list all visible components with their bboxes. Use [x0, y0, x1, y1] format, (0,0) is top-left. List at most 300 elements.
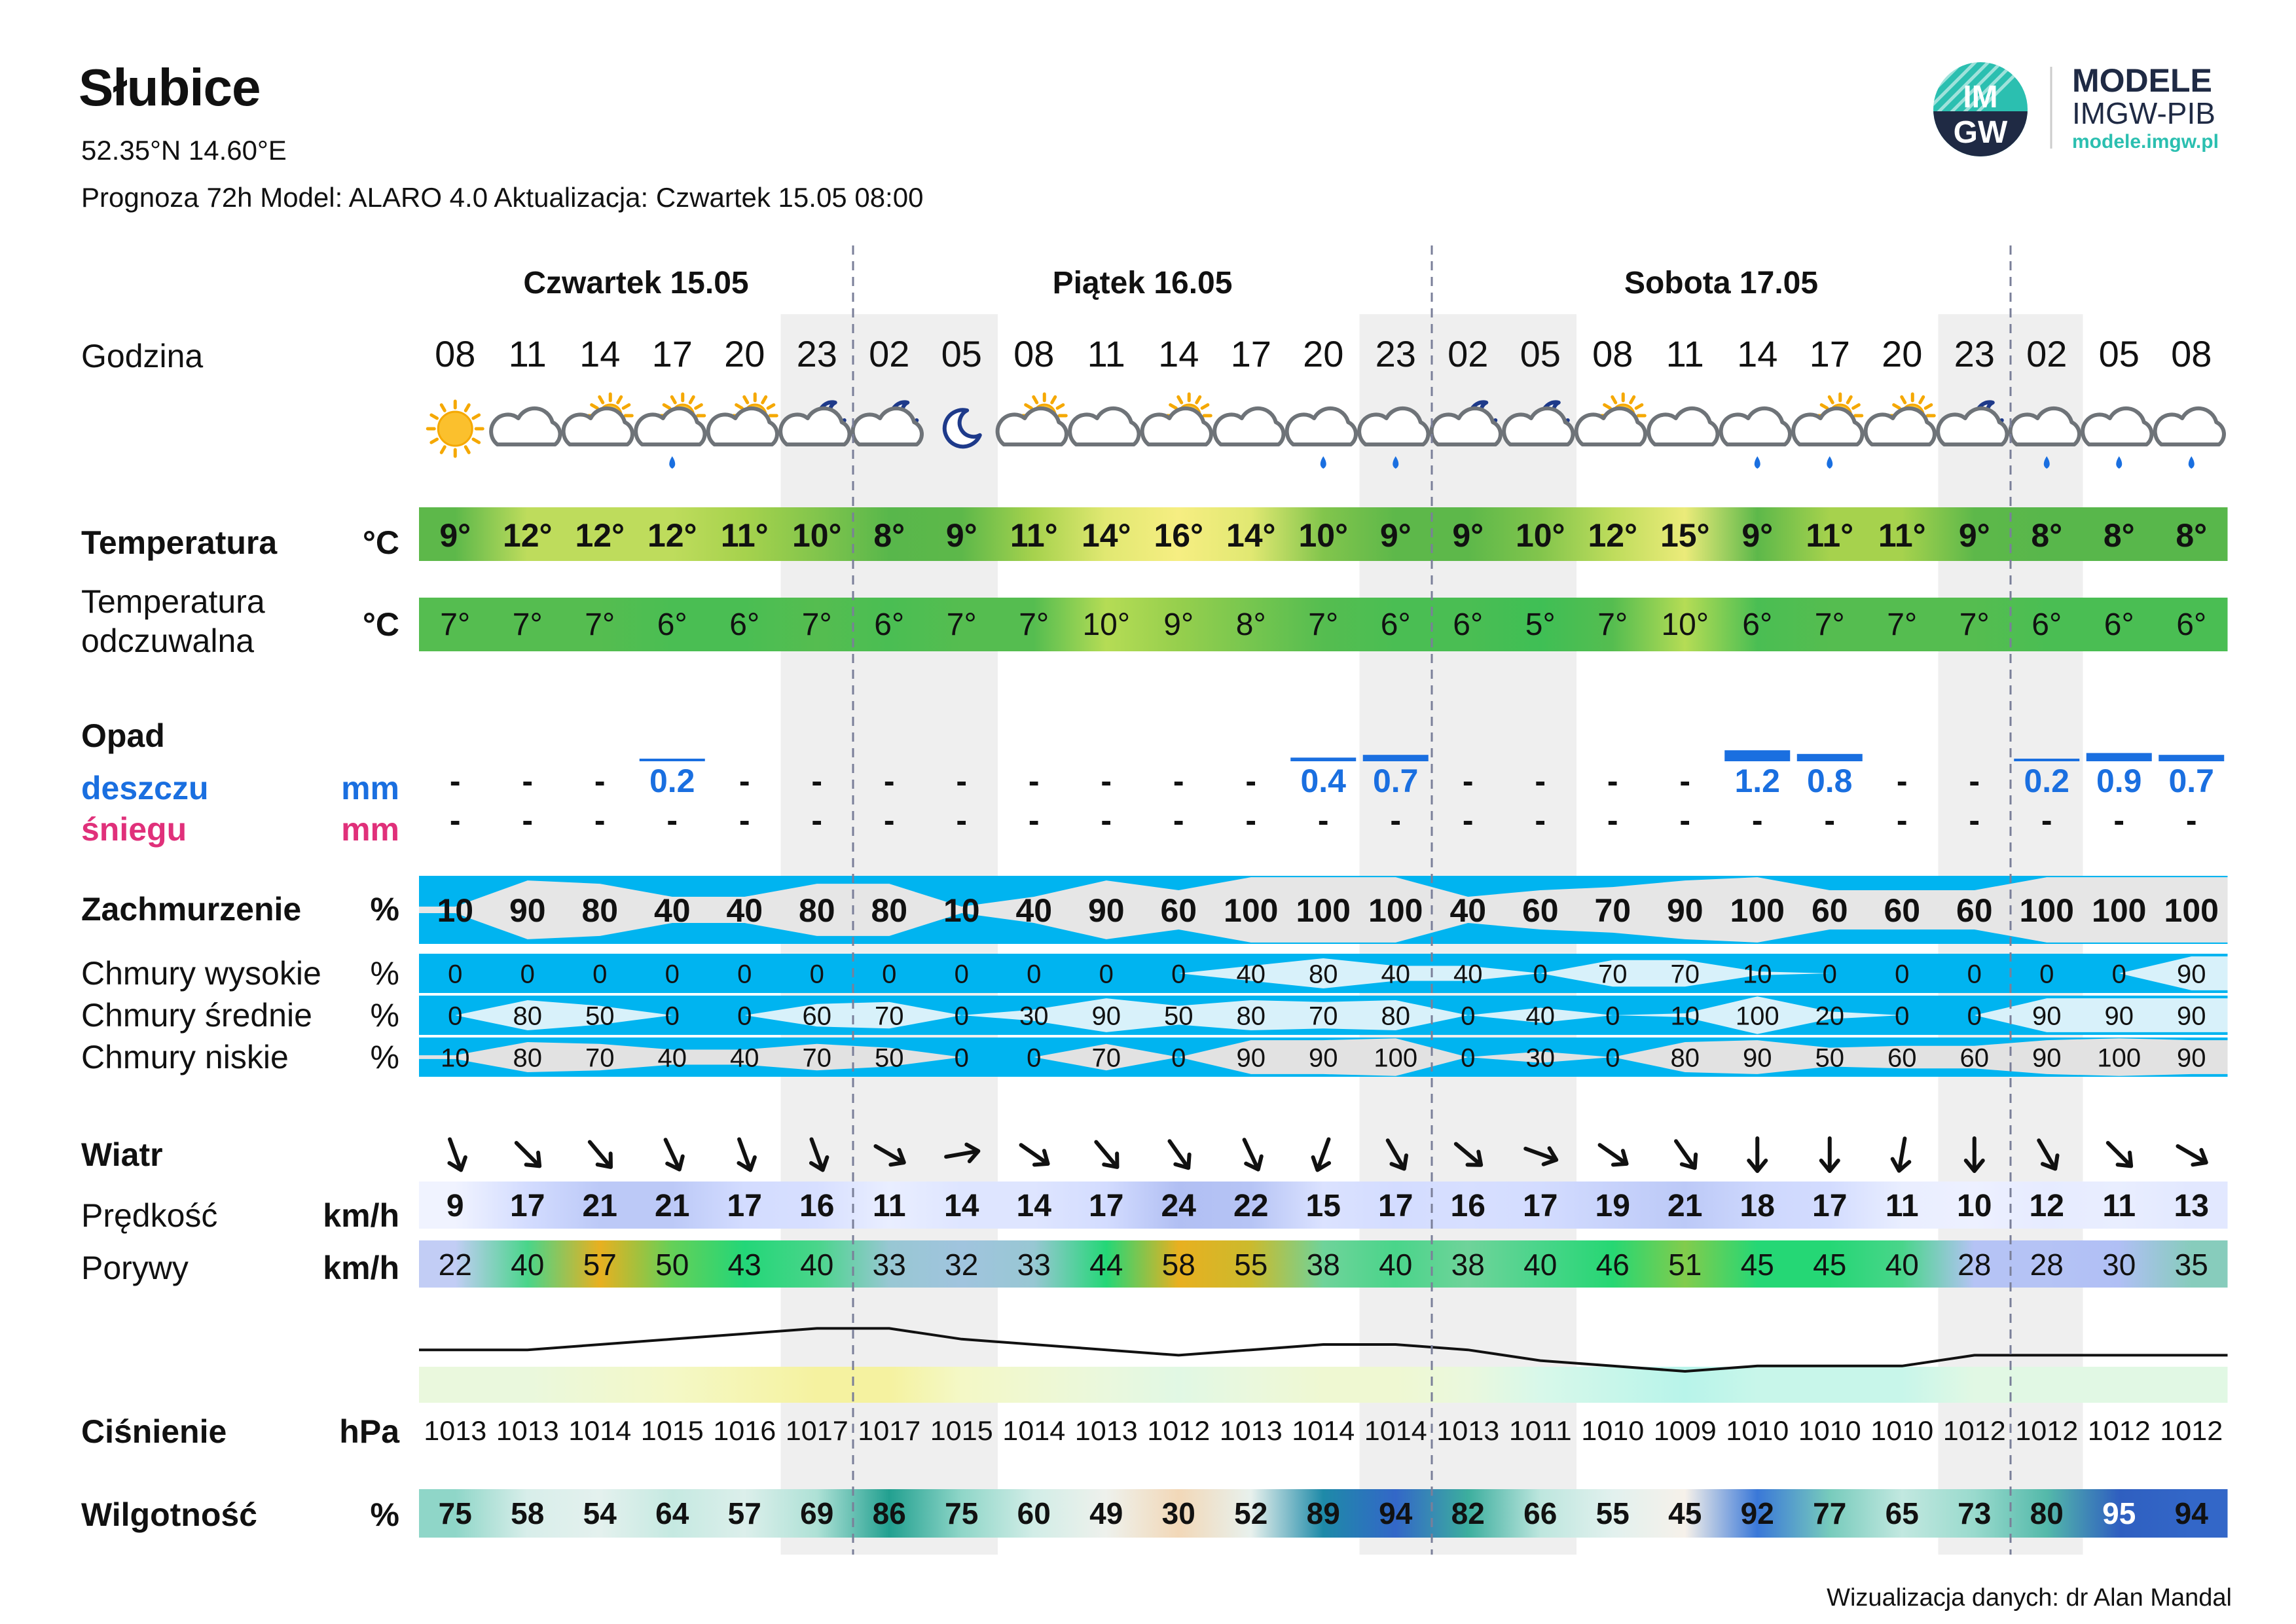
cloud-total-unit: %	[370, 891, 399, 928]
humidity-value: 77	[1813, 1496, 1847, 1530]
feels-like-value: 5°	[1525, 607, 1556, 642]
wind-speed-value: 21	[655, 1189, 690, 1223]
humidity-value: 49	[1089, 1496, 1123, 1530]
rain-value: -	[522, 763, 534, 799]
cloud-high-value: 0	[1171, 960, 1186, 989]
wind-arrow-icon	[1595, 1138, 1631, 1171]
cloud-high-value: 0	[2111, 960, 2126, 989]
pressure-value: 1013	[496, 1415, 559, 1446]
temperature-value: 14°	[1226, 517, 1276, 554]
cloud-mid-value: 0	[1605, 1001, 1620, 1031]
gusts-unit: km/h	[323, 1250, 399, 1286]
snow-value: -	[2113, 802, 2125, 839]
wind-speed-value: 18	[1740, 1189, 1775, 1223]
cloud-high-unit: %	[370, 955, 399, 992]
temperature-value: 9°	[439, 517, 471, 554]
cloud-icon	[1649, 408, 1717, 444]
cloud-mid-value: 30	[1019, 1001, 1049, 1031]
feels-like-value: 6°	[874, 607, 905, 642]
pressure-value: 1014	[1364, 1415, 1427, 1446]
pressure-value: 1013	[1436, 1415, 1500, 1446]
gusts-value: 38	[1451, 1248, 1485, 1282]
hour-cell: 23	[1954, 333, 1995, 374]
cloud-mid-value: 90	[2104, 1001, 2134, 1031]
rain-bar	[1724, 750, 1790, 761]
snow-value: -	[1679, 802, 1691, 839]
humidity-value: 45	[1668, 1496, 1702, 1530]
cloud-rain-icon	[1721, 408, 1790, 469]
snow-value: -	[594, 802, 606, 839]
cloud-mid-value: 40	[1525, 1001, 1555, 1031]
feels-like-value: 7°	[1597, 607, 1628, 642]
cloud-low-value: 100	[1374, 1043, 1418, 1073]
wind-arrow-icon	[511, 1137, 546, 1172]
cloud-total-value: 80	[798, 892, 835, 929]
cloud-mid-value: 20	[1815, 1001, 1844, 1031]
cloud-high-value: 70	[1670, 960, 1700, 989]
gusts-value: 40	[800, 1248, 834, 1282]
rain-value: -	[738, 763, 750, 799]
cloud-low-value: 40	[657, 1043, 687, 1073]
temperature-value: 9°	[1958, 517, 1990, 554]
feels-like-value: 7°	[512, 607, 543, 642]
cloud-mid-unit: %	[370, 997, 399, 1034]
wind-speed-value: 16	[799, 1189, 835, 1223]
feels-like-value: 9°	[1163, 607, 1194, 642]
wind-arrow-icon	[731, 1136, 759, 1173]
temperature-value: 9°	[945, 517, 977, 554]
wind-speed-value: 10	[1957, 1189, 1992, 1223]
wind-speed-value: 17	[1812, 1189, 1848, 1223]
temperature-value: 8°	[2031, 517, 2063, 554]
pressure-value: 1012	[2160, 1415, 2223, 1446]
wind-speed-value: 15	[1305, 1189, 1341, 1223]
cloud-low-value: 70	[585, 1043, 615, 1073]
humidity-value: 92	[1740, 1496, 1774, 1530]
hour-cell: 20	[1882, 333, 1923, 374]
humidity-value: 54	[583, 1496, 617, 1530]
gusts-value: 50	[655, 1248, 689, 1282]
footer-credit: Wizualizacja danych: dr Alan Mandal	[1827, 1584, 2232, 1612]
wind-speed-value: 14	[944, 1189, 979, 1223]
cloud-sun-icon	[564, 394, 632, 444]
cloud-high-value: 0	[1533, 960, 1548, 989]
rain-value: -	[1173, 763, 1184, 799]
cloud-total-value: 40	[726, 892, 763, 929]
gusts-value: 22	[438, 1248, 472, 1282]
snow-value: -	[1317, 802, 1329, 839]
wind-speed-value: 16	[1450, 1189, 1485, 1223]
wind-speed-value: 21	[1667, 1189, 1703, 1223]
cloud-mid-value: 0	[1895, 1001, 1910, 1031]
pressure-value: 1013	[1074, 1415, 1138, 1446]
cloud-total-value: 60	[1884, 892, 1921, 929]
humidity-value: 86	[872, 1496, 906, 1530]
feels-like-value: 6°	[2104, 607, 2134, 642]
temperature-value: 11°	[1806, 517, 1854, 554]
humidity-value: 64	[655, 1496, 689, 1530]
cloud-total-value: 90	[509, 892, 546, 929]
humidity-value: 94	[2174, 1496, 2208, 1530]
wind-speed-value: 17	[1523, 1189, 1558, 1223]
feels-like-value: 10°	[1082, 607, 1131, 642]
hour-cell: 08	[435, 333, 476, 374]
cloud-mid-value: 50	[1164, 1001, 1194, 1031]
rain-bar	[2014, 759, 2079, 761]
hour-cell: 05	[941, 333, 982, 374]
pressure-value: 1012	[2087, 1415, 2151, 1446]
cloud-low-value: 60	[1887, 1043, 1917, 1073]
wind-speed-value: 21	[582, 1189, 617, 1223]
hour-cell: 05	[2098, 333, 2140, 374]
wind-arrow-icon	[583, 1136, 617, 1172]
cloud-sun-rain-icon	[1793, 394, 1862, 469]
cloud-mid-value: 70	[1309, 1001, 1338, 1031]
rain-value: -	[1101, 763, 1112, 799]
cloud-low-value: 70	[802, 1043, 831, 1073]
cloud-low-value: 90	[2177, 1043, 2206, 1073]
cloud-high-value: 0	[2039, 960, 2054, 989]
cloud-total-value: 100	[1224, 892, 1279, 929]
city-title: Słubice	[79, 58, 261, 117]
rain-value: 0.8	[1806, 763, 1853, 799]
cloud-icon	[1214, 408, 1283, 444]
cloud-mid-label: Chmury średnie	[81, 997, 312, 1034]
rain-bar	[640, 759, 705, 761]
cloud-high-value: 40	[1453, 960, 1483, 989]
cloud-total-value: 60	[1956, 892, 1993, 929]
feels-like-value: 6°	[1742, 607, 1773, 642]
rain-value: -	[1607, 763, 1618, 799]
temperature-value: 9°	[1452, 517, 1484, 554]
wind-speed-value: 17	[1378, 1189, 1413, 1223]
wind-speed-value: 17	[727, 1189, 762, 1223]
rain-value: 0.7	[1372, 763, 1419, 799]
rain-bar	[1797, 754, 1863, 761]
cloud-low-value: 90	[2032, 1043, 2062, 1073]
snow-value: -	[1101, 802, 1112, 839]
feels-like-value: 6°	[2032, 607, 2062, 642]
cloud-total-value: 70	[1594, 892, 1631, 929]
wind-speed-value: 17	[1089, 1189, 1124, 1223]
cloud-high-value: 0	[448, 960, 463, 989]
humidity-value: 75	[945, 1496, 979, 1530]
rain-value: -	[1245, 763, 1257, 799]
pressure-value: 1013	[1219, 1415, 1283, 1446]
snow-unit: mm	[341, 811, 399, 848]
gusts-value: 55	[1234, 1248, 1268, 1282]
cloud-total-label: Zachmurzenie	[81, 891, 302, 928]
hour-cell: 08	[1013, 333, 1055, 374]
gusts-value: 45	[1813, 1248, 1847, 1282]
snow-value: -	[1896, 802, 1908, 839]
temperature-value: 11°	[720, 517, 769, 554]
temperature-value: 15°	[1660, 517, 1710, 554]
wind-speed-value: 11	[1885, 1189, 1919, 1223]
cloud-low-value: 70	[1091, 1043, 1121, 1073]
gusts-value: 40	[511, 1248, 545, 1282]
hour-label: Godzina	[81, 338, 204, 374]
rain-value: 0.2	[2024, 763, 2070, 799]
cloud-high-value: 0	[1822, 960, 1837, 989]
cloud-total-value: 100	[1296, 892, 1351, 929]
cloud-mid-value: 0	[1967, 1001, 1982, 1031]
cloud-low-value: 50	[875, 1043, 904, 1073]
humidity-unit: %	[370, 1496, 399, 1533]
cloud-high-value: 90	[2177, 960, 2206, 989]
coordinates: 52.35°N 14.60°E	[81, 135, 287, 166]
rain-value: 0.4	[1300, 763, 1347, 799]
cloud-low-unit: %	[370, 1039, 399, 1075]
cloud-high-value: 0	[1895, 960, 1910, 989]
rain-value: 0.2	[649, 763, 695, 799]
precip-label: Opad	[81, 717, 165, 754]
logo-url[interactable]: modele.imgw.pl	[2072, 131, 2219, 153]
temperature-value: 11°	[1010, 517, 1058, 554]
cloud-high-value: 40	[1381, 960, 1410, 989]
gusts-value: 35	[2174, 1248, 2208, 1282]
snow-value: -	[2185, 802, 2197, 839]
humidity-value: 52	[1234, 1496, 1268, 1530]
day-label: Piątek 16.05	[1052, 266, 1233, 300]
hour-cell: 02	[869, 333, 910, 374]
logo-brand: MODELE	[2072, 62, 2212, 99]
feels-like-value: 6°	[1453, 607, 1484, 642]
humidity-value: 65	[1885, 1496, 1919, 1530]
wind-speed-value: 19	[1595, 1189, 1630, 1223]
hour-cell: 11	[508, 333, 547, 374]
pressure-value: 1010	[1726, 1415, 1789, 1446]
gusts-label: Porywy	[81, 1250, 189, 1286]
cloud-icon	[1070, 408, 1139, 444]
cloud-high-value: 0	[737, 960, 752, 989]
temperature-value: 12°	[502, 517, 553, 554]
gusts-value: 32	[945, 1248, 979, 1282]
rain-value: 0.7	[2168, 763, 2215, 799]
feels-like-value: 7°	[1887, 607, 1918, 642]
wind-arrow-icon	[1237, 1136, 1266, 1173]
gusts-value: 43	[727, 1248, 761, 1282]
cloud-mid-value: 60	[802, 1001, 831, 1031]
temperature-value: 16°	[1154, 517, 1204, 554]
humidity-value: 80	[2030, 1496, 2064, 1530]
cloud-total-value: 40	[653, 892, 691, 929]
temperature-value: 9°	[1379, 517, 1412, 554]
cloud-mid-value: 100	[1735, 1001, 1779, 1031]
pressure-unit: hPa	[339, 1413, 399, 1450]
cloud-mid-value: 80	[513, 1001, 542, 1031]
snow-value: -	[1245, 802, 1257, 839]
cloud-mid-value: 80	[1236, 1001, 1266, 1031]
cloud-total-value: 100	[1730, 892, 1785, 929]
cloud-total-value: 80	[871, 892, 908, 929]
cloud-high-value: 40	[1236, 960, 1266, 989]
temperature-value: 14°	[1081, 517, 1131, 554]
gusts-value: 40	[1885, 1248, 1919, 1282]
rain-value: -	[811, 763, 823, 799]
cloud-low-value: 0	[1461, 1043, 1476, 1073]
rain-label: deszczu	[81, 770, 209, 806]
rain-bar	[2159, 755, 2224, 761]
pressure-value: 1017	[858, 1415, 921, 1446]
cloud-high-value: 80	[1309, 960, 1338, 989]
temperature-label: Temperatura	[81, 524, 278, 561]
cloud-total-value: 90	[1666, 892, 1704, 929]
temperature-value: 12°	[647, 517, 697, 554]
humidity-value: 95	[2102, 1496, 2136, 1530]
wind-speed-value: 12	[2029, 1189, 2064, 1223]
snow-value: -	[1824, 802, 1836, 839]
snow-value: -	[1173, 802, 1184, 839]
gusts-value: 58	[1161, 1248, 1195, 1282]
snow-value: -	[1390, 802, 1402, 839]
cloud-mid-value: 90	[2177, 1001, 2206, 1031]
feels-like-unit: °C	[362, 606, 399, 643]
gusts-value: 44	[1089, 1248, 1123, 1282]
wind-speed-value: 13	[2174, 1189, 2209, 1223]
feels-like-value: 6°	[1380, 607, 1411, 642]
wind-speed-value: 17	[510, 1189, 545, 1223]
wind-speed-value: 11	[872, 1189, 906, 1223]
temperature-value: 10°	[792, 517, 842, 554]
humidity-value: 57	[727, 1496, 761, 1530]
cloud-mid-value: 0	[665, 1001, 680, 1031]
hour-cell: 02	[1448, 333, 1489, 374]
snow-value: -	[738, 802, 750, 839]
hour-cell: 17	[651, 333, 693, 374]
humidity-value: 60	[1017, 1496, 1051, 1530]
pressure-label: Ciśnienie	[81, 1413, 227, 1450]
humidity-value: 73	[1958, 1496, 1992, 1530]
pressure-value: 1009	[1653, 1415, 1717, 1446]
hour-cell: 05	[1520, 333, 1561, 374]
wind-label: Wiatr	[81, 1136, 163, 1173]
humidity-label: Wilgotność	[81, 1496, 257, 1533]
feels-like-value: 7°	[946, 607, 977, 642]
wind-arrow-icon	[1891, 1137, 1913, 1172]
pressure-value: 1011	[1508, 1415, 1572, 1446]
cloud-mid-value: 0	[737, 1001, 752, 1031]
cloud-high-value: 0	[1099, 960, 1114, 989]
sun-icon	[428, 401, 483, 456]
humidity-value: 89	[1306, 1496, 1340, 1530]
snow-value: -	[811, 802, 823, 839]
pressure-value: 1015	[640, 1415, 704, 1446]
cloud-low-value: 80	[513, 1043, 542, 1073]
humidity-value: 94	[1379, 1496, 1413, 1530]
rain-value: -	[1969, 763, 1980, 799]
wind-arrow-icon	[1749, 1138, 1766, 1171]
snow-value: -	[1535, 802, 1546, 839]
cloud-low-value: 50	[1815, 1043, 1844, 1073]
cloud-high-value: 0	[520, 960, 535, 989]
cloud-total-value: 100	[1368, 892, 1423, 929]
cloud-sun-icon	[1866, 394, 1935, 444]
snow-value: -	[1969, 802, 1980, 839]
cloud-sun-rain-icon	[636, 394, 704, 469]
gusts-value: 40	[1379, 1248, 1413, 1282]
cloud-total-value: 10	[943, 892, 980, 929]
temperature-value: 12°	[1588, 517, 1638, 554]
cloud-total-value: 100	[2164, 892, 2219, 929]
pressure-value: 1014	[1292, 1415, 1355, 1446]
logo-mark-top: IM	[1963, 80, 1998, 115]
feels-like-value: 6°	[657, 607, 687, 642]
cloud-total-value: 80	[581, 892, 619, 929]
hour-cell: 23	[1375, 333, 1416, 374]
pressure-value: 1014	[568, 1415, 632, 1446]
gusts-value: 28	[1958, 1248, 1992, 1282]
rain-bar	[2086, 753, 2152, 761]
feels-like-value: 10°	[1661, 607, 1709, 642]
gusts-value: 57	[583, 1248, 617, 1282]
cloud-high-value: 0	[882, 960, 897, 989]
snow-value: -	[1751, 802, 1763, 839]
pressure-value: 1013	[424, 1415, 487, 1446]
rain-unit: mm	[341, 770, 399, 806]
cloud-low-value: 90	[1309, 1043, 1338, 1073]
gusts-value: 45	[1740, 1248, 1774, 1282]
hour-cell: 08	[2171, 333, 2212, 374]
cloud-low-value: 0	[1171, 1043, 1186, 1073]
cloud-icon	[491, 408, 560, 444]
rain-value: -	[449, 763, 461, 799]
day-label: Sobota 17.05	[1624, 266, 1819, 300]
cloud-low-label: Chmury niskie	[81, 1039, 289, 1075]
cloud-mid-value: 0	[954, 1001, 969, 1031]
snow-value: -	[1607, 802, 1618, 839]
rain-value: 0.9	[2096, 763, 2142, 799]
cloud-low-value: 10	[441, 1043, 470, 1073]
feels-like-value: 7°	[1959, 607, 1990, 642]
rain-value: -	[883, 763, 895, 799]
pressure-value: 1014	[1002, 1415, 1066, 1446]
cloud-total-value: 40	[1449, 892, 1487, 929]
cloud-high-value: 0	[954, 960, 969, 989]
gusts-value: 46	[1595, 1248, 1630, 1282]
gusts-value: 33	[1017, 1248, 1051, 1282]
rain-bar	[1290, 757, 1356, 761]
cloud-high-value: 0	[592, 960, 608, 989]
hour-cell: 17	[1230, 333, 1271, 374]
snow-value: -	[883, 802, 895, 839]
cloud-total-value: 60	[1811, 892, 1848, 929]
hour-cell: 14	[1158, 333, 1199, 374]
wind-arrow-icon	[1821, 1138, 1838, 1171]
rain-value: -	[1679, 763, 1691, 799]
cloud-low-value: 0	[954, 1043, 969, 1073]
humidity-value: 55	[1595, 1496, 1630, 1530]
temperature-value: 8°	[2103, 517, 2135, 554]
cloud-low-value: 0	[1605, 1043, 1620, 1073]
rain-value: -	[1462, 763, 1474, 799]
feels-like-value: 7°	[1308, 607, 1339, 642]
cloud-high-value: 0	[1027, 960, 1042, 989]
cloud-total-value: 40	[1015, 892, 1053, 929]
gusts-value: 30	[2102, 1248, 2136, 1282]
pressure-value: 1017	[785, 1415, 848, 1446]
temperature-unit: °C	[362, 524, 399, 561]
cloud-mid-value: 10	[1670, 1001, 1700, 1031]
cloud-high-value: 0	[665, 960, 680, 989]
rain-value: 1.2	[1734, 763, 1781, 799]
snow-label: śniegu	[81, 811, 187, 848]
cloud-high-value: 0	[1967, 960, 1982, 989]
wind-arrow-icon	[2174, 1139, 2210, 1170]
gusts-value: 51	[1668, 1248, 1702, 1282]
wind-arrow-icon	[1016, 1138, 1053, 1171]
feels-like-value: 7°	[801, 607, 832, 642]
